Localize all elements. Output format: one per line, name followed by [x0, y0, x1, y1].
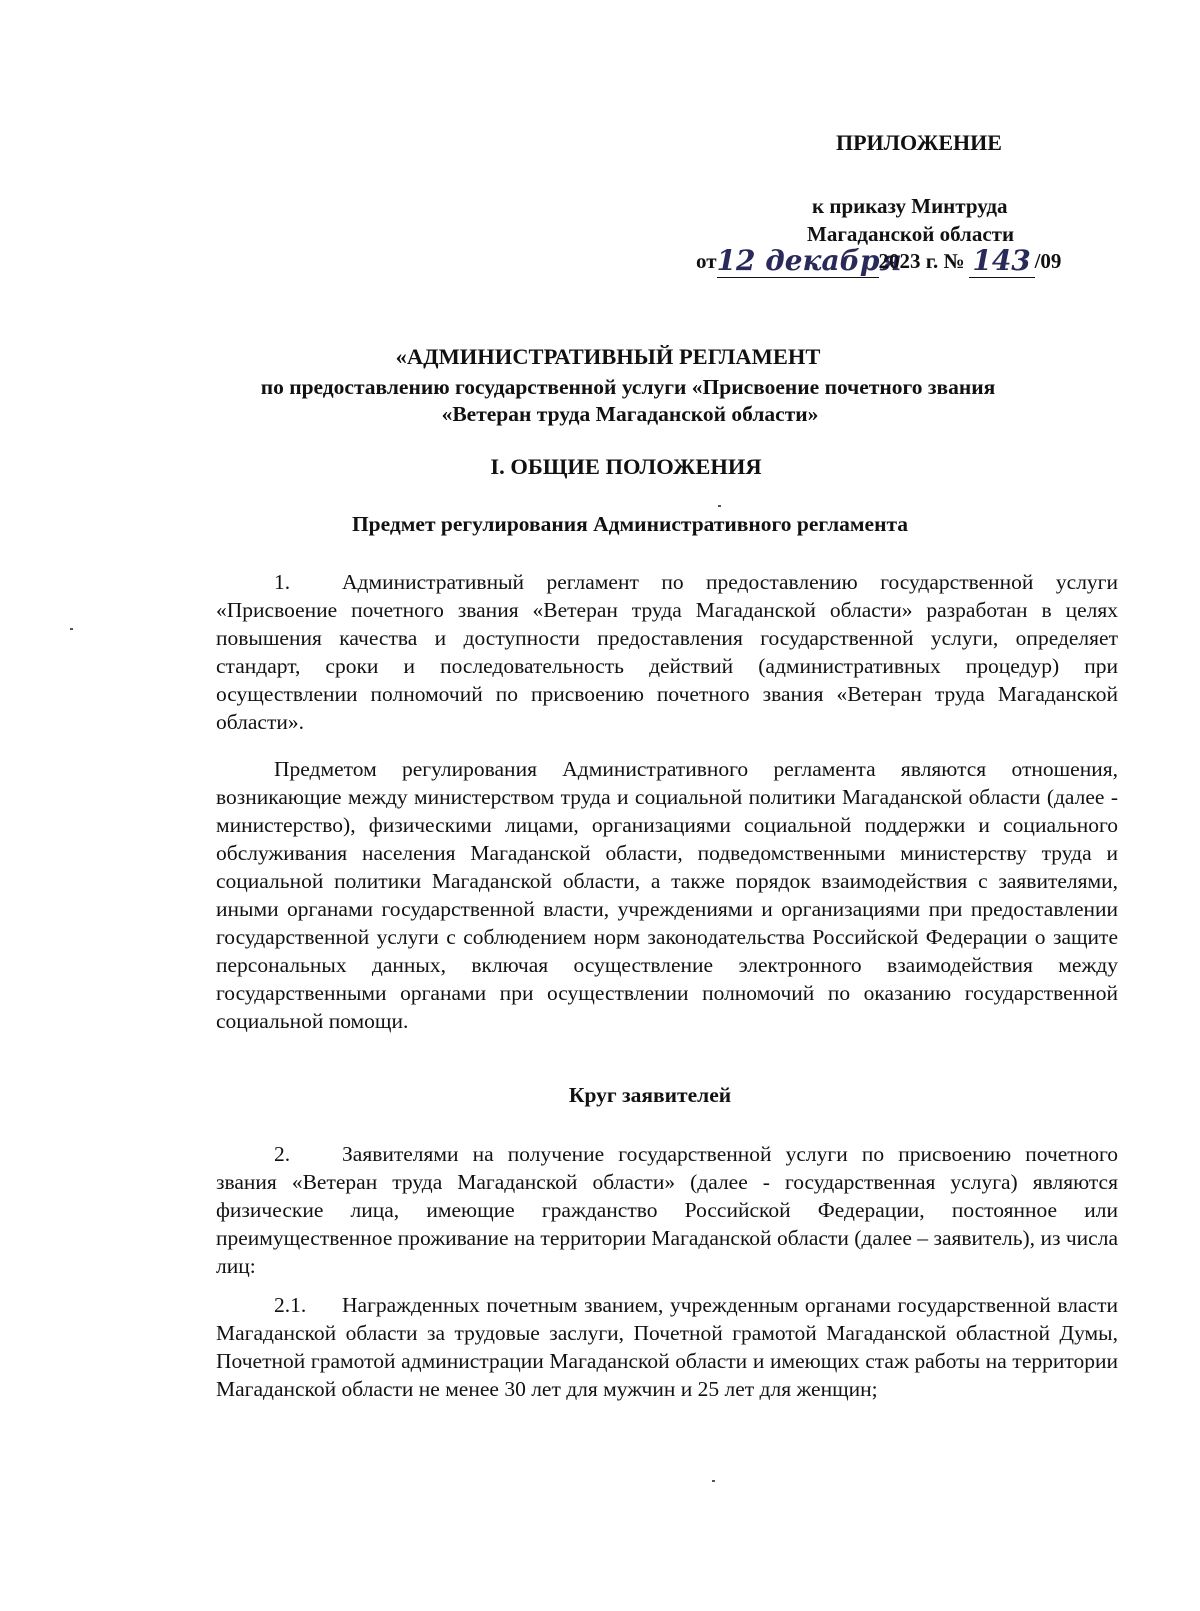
scan-speck — [70, 628, 73, 630]
order-reference: к приказу Минтруда — [812, 194, 1008, 218]
title-line-3: «Ветеран труда Магаданской области» — [441, 402, 819, 426]
paragraph-number: 2. — [274, 1142, 291, 1166]
scan-speck — [718, 505, 721, 507]
title-line-1: «АДМИНИСТРАТИВНЫЙ РЕГЛАМЕНТ — [395, 344, 821, 369]
paragraph-3-text: Заявителями на получение государственной услуги по присвоению почетного звания «Ветеран труда Магаданской области» (далее - государственная услуга) являются физические лица, имеющие гражданство Российской Федерации, постоянное или преимущественное проживание на территории Магаданской области (далее – заявитель), из числа лиц: — [216, 1142, 1118, 1278]
year-label: 2023 г. № — [878, 249, 965, 273]
paragraph-1 — [216, 568, 1118, 736]
number-suffix: /09 — [1034, 249, 1062, 273]
section-heading: I. ОБЩИЕ ПОЛОЖЕНИЯ — [490, 454, 762, 479]
order-region: Магаданской области — [807, 222, 1015, 246]
applicants-heading: Круг заявителей — [568, 1083, 732, 1107]
paragraph-4-text: Награжденных почетным званием, учрежденным органами государственной власти Магаданской области за трудовые заслуги, Почетной грамотой Магаданской областной Думы, Почетной грамотой администрации Магаданской области и имеющих стаж работы на территории Магаданской области не менее 30 лет для мужчин и 25 лет для женщин; — [216, 1293, 1118, 1401]
from-prefix: от — [696, 249, 717, 273]
paragraph-number: 2.1. — [274, 1293, 307, 1317]
scan-speck — [712, 1480, 715, 1482]
paragraph-number: 1. — [274, 570, 291, 594]
order-date-line — [696, 244, 1061, 278]
paragraph-2 — [216, 755, 1118, 1035]
paragraph-2-text: Предметом регулирования Административного регламента являются отношения, возникающие между министерством труда и социальной политики Магаданской области (далее - министерство), физическими лицами, организациями социальной поддержки и социального обслуживания населения Магаданской области, подведомственными министерству труда и социальной политики Магаданской области, а также порядок взаимодействия с заявителями, иными органами государственной власти, учреждениями и организациями при предоставлении государственной услуги с соблюдением норм законодательства Российской Федерации о защите персональных данных, включая осуществление электронного взаимодействия между государственными органами при осуществлении полномочий по оказанию государственной социальной помощи. — [216, 757, 1118, 1033]
handwritten-number-field — [969, 244, 1035, 278]
handwritten-number: 143 — [972, 244, 1031, 277]
paragraph-3 — [216, 1140, 1118, 1280]
paragraph-4 — [216, 1291, 1118, 1403]
handwritten-date-field — [716, 244, 902, 278]
paragraph-1-text: Административный регламент по предоставлению государственной услуги «Присвоение почетного звания «Ветеран труда Магаданской области» разработан в целях повышения качества и доступности предоставления государственной услуги, определяет стандарт, сроки и последовательность действий (административных процедур) при осуществлении полномочий по присвоению почетного звания «Ветеран труда Магаданской области». — [216, 570, 1118, 734]
handwritten-date: 12 декабря — [716, 244, 902, 277]
section-subheading: Предмет регулирования Административного регламента — [351, 512, 909, 536]
title-line-2: по предоставлению государственной услуги «Присвоение почетного звания — [260, 375, 996, 399]
appendix-label: ПРИЛОЖЕНИЕ — [836, 130, 1002, 155]
